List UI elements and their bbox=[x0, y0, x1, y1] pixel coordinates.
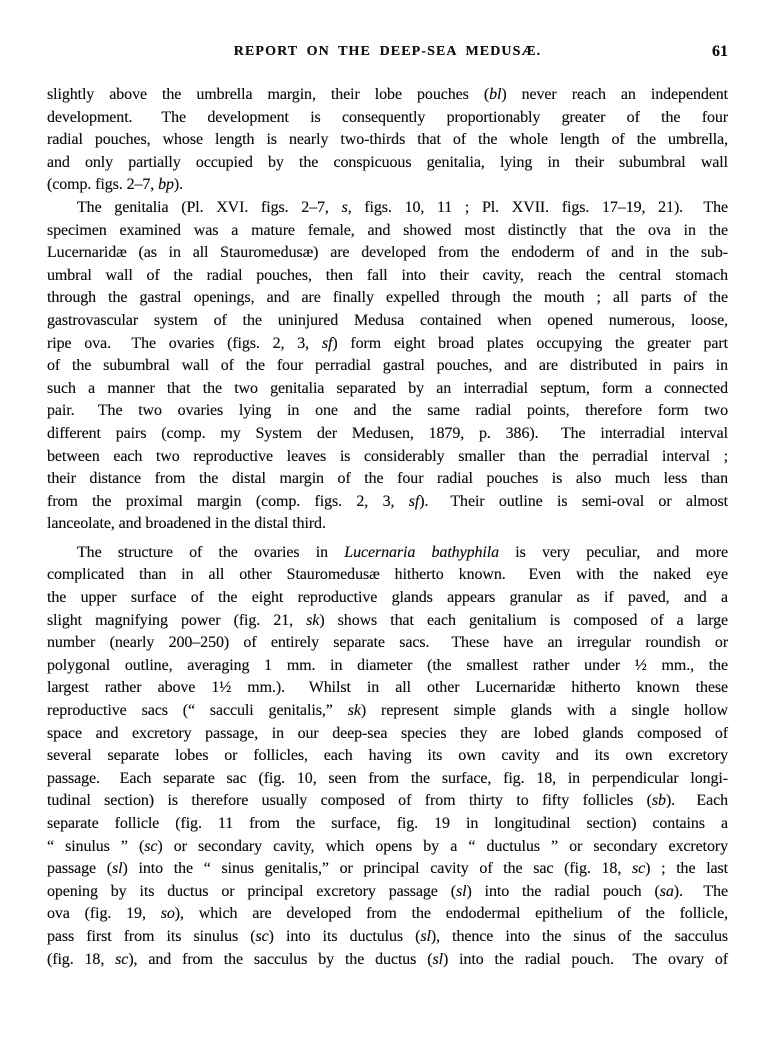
text-line bbox=[47, 881, 728, 904]
text-line bbox=[47, 858, 728, 881]
text-line bbox=[47, 265, 728, 288]
text-run: Lucernaridæ (as in all Stauromedusæ) are developed from the endoderm of and in the sub- bbox=[47, 244, 728, 262]
text-run: ) into the radial pouch ( bbox=[466, 882, 660, 900]
text-run: different pairs (comp. my System der Medusen, 1879, p. 386). The interradial interval bbox=[47, 424, 728, 442]
text-run: slight magnifying power (fig. 21, bbox=[47, 611, 307, 629]
text-run: passage ( bbox=[47, 860, 113, 878]
text-line bbox=[47, 491, 728, 514]
italic-term: sa bbox=[659, 882, 674, 900]
text-line bbox=[47, 220, 728, 243]
text-run: ). Each bbox=[665, 792, 728, 810]
text-run: “ sinulus ” ( bbox=[47, 837, 145, 855]
text-run: pair. The two ovaries lying in one and the same radial points, therefore form two bbox=[47, 402, 728, 420]
text-run: and only partially occupied by the conspicuous genitalia, lying in their subumbral wall bbox=[47, 153, 728, 171]
text-run: umbral wall of the radial pouches, then fall into their cavity, reach the central stomach bbox=[47, 266, 728, 284]
text-run: of the subumbral wall of the four perradial gastral pouches, and are distributed in pairs in bbox=[47, 357, 728, 375]
text-line bbox=[47, 813, 728, 836]
text-line bbox=[47, 378, 728, 401]
text-run: ), which are developed from the endodermal epithelium of the follicle, bbox=[174, 905, 728, 923]
text-run: tudinal section) is therefore usually composed of from thirty to fifty follicles ( bbox=[47, 792, 652, 810]
text-line bbox=[47, 513, 728, 536]
text-run: The structure of the ovaries in bbox=[77, 543, 345, 561]
italic-term: sl bbox=[432, 950, 443, 968]
text-line bbox=[47, 423, 728, 446]
text-line bbox=[47, 655, 728, 678]
italic-term: sc bbox=[631, 860, 646, 878]
text-run: between each two reproductive leaves is considerably smaller than the perradial interval ; bbox=[47, 447, 728, 465]
italic-term: so bbox=[160, 905, 175, 923]
text-run: their distance from the distal margin of the four radial pouches is also much less than bbox=[47, 470, 728, 488]
italic-term: sc bbox=[255, 927, 269, 945]
text-line bbox=[47, 310, 728, 333]
text-run: ) shows that each genitalium is composed of a large bbox=[319, 611, 728, 629]
text-run: ), and from the sacculus by the ductus ( bbox=[128, 950, 433, 968]
italic-term: sc bbox=[115, 950, 129, 968]
text-run: (comp. figs. 2–7, bbox=[47, 176, 159, 194]
text-line bbox=[47, 129, 728, 152]
text-line bbox=[47, 587, 728, 610]
text-line bbox=[47, 610, 728, 633]
text-line bbox=[47, 333, 728, 356]
text-run: ) ; the last bbox=[645, 860, 729, 878]
text-line bbox=[47, 446, 728, 469]
text-run: development. The development is consequently proportionably greater of the four bbox=[47, 108, 728, 126]
italic-term: sk bbox=[347, 702, 361, 720]
page-number: 61 bbox=[712, 43, 728, 60]
italic-term: sf bbox=[321, 334, 333, 352]
text-line bbox=[47, 564, 728, 587]
text-line bbox=[47, 768, 728, 791]
italic-term: bl bbox=[489, 86, 502, 103]
italic-term: sf bbox=[408, 492, 420, 510]
text-run: passage. Each separate sac (fig. 10, seen from the surface, fig. 18, in perpendicular longi- bbox=[47, 769, 728, 787]
text-line bbox=[47, 242, 728, 265]
text-run: separate follicle (fig. 11 from the surface, fig. 19 in longitudinal section) contains a bbox=[47, 815, 728, 832]
text-run: (fig. 18, bbox=[47, 950, 116, 968]
italic-term: sc bbox=[144, 837, 158, 855]
text-line bbox=[47, 400, 728, 423]
text-run: is very peculiar, and more bbox=[498, 543, 728, 561]
italic-term: s bbox=[341, 198, 348, 216]
text-line bbox=[47, 836, 728, 859]
text-run: from the proximal margin (comp. figs. 2, 3, bbox=[47, 492, 409, 510]
italic-term: sl bbox=[112, 860, 123, 878]
text-line bbox=[47, 152, 728, 175]
text-run: ) represent simple glands with a single hollow bbox=[360, 702, 728, 720]
text-run: ). Their outline is semi-oval or almost bbox=[419, 492, 729, 510]
text-run: lanceolate, and broadened in the distal third. bbox=[47, 515, 326, 533]
text-run: polygonal outline, averaging 1 mm. in diameter (the smallest rather under ½ mm., the bbox=[47, 656, 728, 674]
italic-term: bp bbox=[158, 176, 174, 194]
text-run: ) form eight broad plates occupying the greater part bbox=[332, 334, 728, 352]
text-line bbox=[47, 84, 728, 107]
text-run: complicated than in all other Stauromedusæ hitherto known. Even with the naked eye bbox=[47, 566, 728, 584]
paragraph bbox=[47, 84, 728, 197]
text-run: number (nearly 200–250) of entirely separate sacs. These have an irregular roundish or bbox=[47, 634, 728, 652]
italic-term: sl bbox=[420, 927, 431, 945]
text-run: ). bbox=[173, 176, 184, 194]
text-line bbox=[47, 174, 728, 197]
text-run: ), thence into the sinus of the sacculus bbox=[430, 927, 728, 945]
text-run: the upper surface of the eight reproductive glands appears granular as if paved, and a bbox=[47, 589, 728, 607]
text-run: radial pouches, whose length is nearly two-thirds that of the whole length of the umbrella, bbox=[47, 131, 728, 149]
text-line bbox=[47, 355, 728, 378]
text-run: such a manner that the two genitalia separated by an interradial septum, form a connected bbox=[47, 379, 728, 397]
text-run: The genitalia (Pl. XVI. figs. 2–7, bbox=[77, 198, 342, 216]
text-run: ) into the “ sinus genitalis,” or principal cavity of the sac (fig. 18, bbox=[122, 860, 632, 878]
text-line bbox=[47, 197, 728, 220]
text-line bbox=[47, 677, 728, 700]
text-run: ) into its ductulus ( bbox=[268, 927, 421, 945]
italic-term: sl bbox=[455, 882, 467, 900]
text-line bbox=[47, 700, 728, 723]
text-run: specimen examined was a mature female, and showed most distinctly that the ova in the bbox=[47, 221, 728, 239]
text-line bbox=[47, 107, 728, 130]
page-header bbox=[47, 42, 728, 62]
text-line bbox=[47, 468, 728, 491]
text-run: ). The bbox=[673, 882, 728, 900]
text-run: ripe ova. The ovaries (figs. 2, 3, bbox=[47, 334, 322, 352]
italic-term: sk bbox=[306, 611, 320, 629]
text-line bbox=[47, 949, 728, 972]
text-run: reproductive sacs (“ sacculi genitalis,” bbox=[47, 702, 348, 720]
text-line bbox=[47, 542, 728, 565]
text-line bbox=[47, 903, 728, 926]
text-line bbox=[47, 926, 728, 949]
text-run: pass first from its sinulus ( bbox=[47, 927, 256, 945]
text-block bbox=[47, 84, 728, 971]
text-run: space and excretory passage, in our deep-sea species they are lobed glands composed of bbox=[47, 724, 728, 742]
paragraph bbox=[47, 542, 728, 971]
text-run: gastrovascular system of the uninjured Medusa contained when opened numerous, loose, bbox=[47, 311, 728, 329]
text-run: , figs. 10, 11 ; Pl. XVII. figs. 17–19, 21). The bbox=[347, 198, 728, 216]
text-run: ) into the radial pouch. The ovary of bbox=[442, 950, 729, 968]
text-run: ) never reach an independent bbox=[501, 86, 728, 103]
text-run: opening by its ductus or principal excretory passage ( bbox=[47, 882, 456, 900]
italic-term: Lucernaria bathyphila bbox=[344, 543, 499, 561]
text-run: several separate lobes or follicles, each having its own cavity and its own excretory bbox=[47, 747, 728, 765]
text-line bbox=[47, 790, 728, 813]
text-run: largest rather above 1½ mm.). Whilst in all other Lucernaridæ hitherto known these bbox=[47, 679, 728, 697]
paragraph bbox=[47, 197, 728, 536]
text-line bbox=[47, 723, 728, 746]
text-run: through the gastral openings, and are finally expelled through the mouth ; all parts of the bbox=[47, 289, 728, 307]
text-run: ) or secondary cavity, which opens by a “ ductulus ” or secondary excretory bbox=[157, 837, 728, 855]
italic-term: sb bbox=[651, 792, 666, 810]
text-line bbox=[47, 632, 728, 655]
text-run: slightly above the umbrella margin, their lobe pouches ( bbox=[47, 86, 490, 103]
running-head-title: REPORT ON THE DEEP-SEA MEDUSÆ. bbox=[233, 44, 542, 59]
text-line bbox=[47, 745, 728, 768]
text-line bbox=[47, 287, 728, 310]
text-run: ova (fig. 19, bbox=[47, 905, 161, 923]
